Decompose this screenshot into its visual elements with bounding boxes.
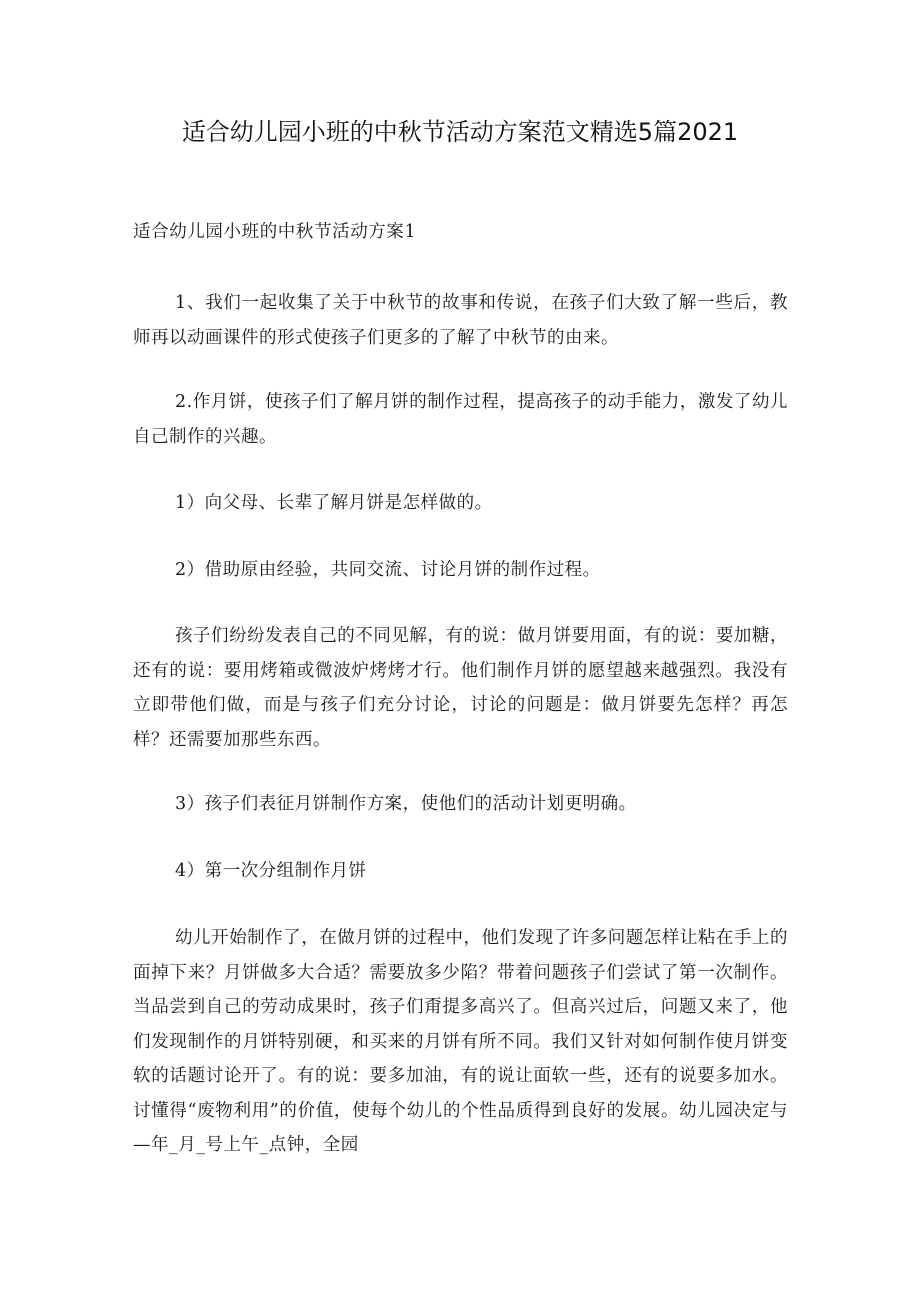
paragraph-1: 1、我们一起收集了关于中秋节的故事和传说，在孩子们大致了解一些后，教师再以动画课件的形式使孩子们更多的了解了中秋节的由来。	[133, 293, 788, 348]
document-title: 适合幼儿园小班的中秋节活动方案范文精选5篇2021	[181, 118, 739, 146]
paragraph-5: 孩子们纷纷发表自己的不同见解，有的说：做月饼要用面，有的说：要加糖，还有的说：要用烤箱或微波炉烤烤才行。他们制作月饼的愿望越来越强烈。我没有立即带他们做，而是与孩子们充分讨论，讨论的问题是：做月饼要先怎样？再怎样？还需要加那些东西。	[133, 626, 788, 750]
paragraph-2: 2.作月饼，使孩子们了解月饼的制作过程，提高孩子的动手能力，激发了幼儿自己制作的兴趣。	[133, 392, 788, 447]
paragraph-3: 1）向父母、长辈了解月饼是怎样做的。	[175, 493, 493, 513]
paragraph-8: 幼儿开始制作了，在做月饼的过程中，他们发现了许多问题怎样让粘在手上的面掉下来？月饼做多大合适？需要放多少陷？带着问题孩子们尝试了第一次制作。当品尝到自己的劳动成果时，孩子们甭提多高兴了。但高兴过后，问题又来了，他们发现制作的月饼特别硬，和买来的月饼有所不同。我们又针对如何制作使月饼变软的话题讨论开了。有的说：要多加油，有的说让面软一些，还有的说要多加水。讨懂得“废物利用”的价值，使每个幼儿的个性品质得到良好的发展。幼儿园决定与—年_月_号上午_点钟，全园	[133, 928, 788, 1155]
paragraph-6: 3）孩子们表征月饼制作方案，使他们的活动计划更明确。	[175, 794, 637, 814]
paragraph-7: 4）第一次分组制作月饼	[175, 861, 367, 881]
section-heading: 适合幼儿园小班的中秋节活动方案1	[133, 222, 417, 242]
paragraph-4: 2）借助原由经验，共同交流、讨论月饼的制作过程。	[175, 560, 601, 580]
